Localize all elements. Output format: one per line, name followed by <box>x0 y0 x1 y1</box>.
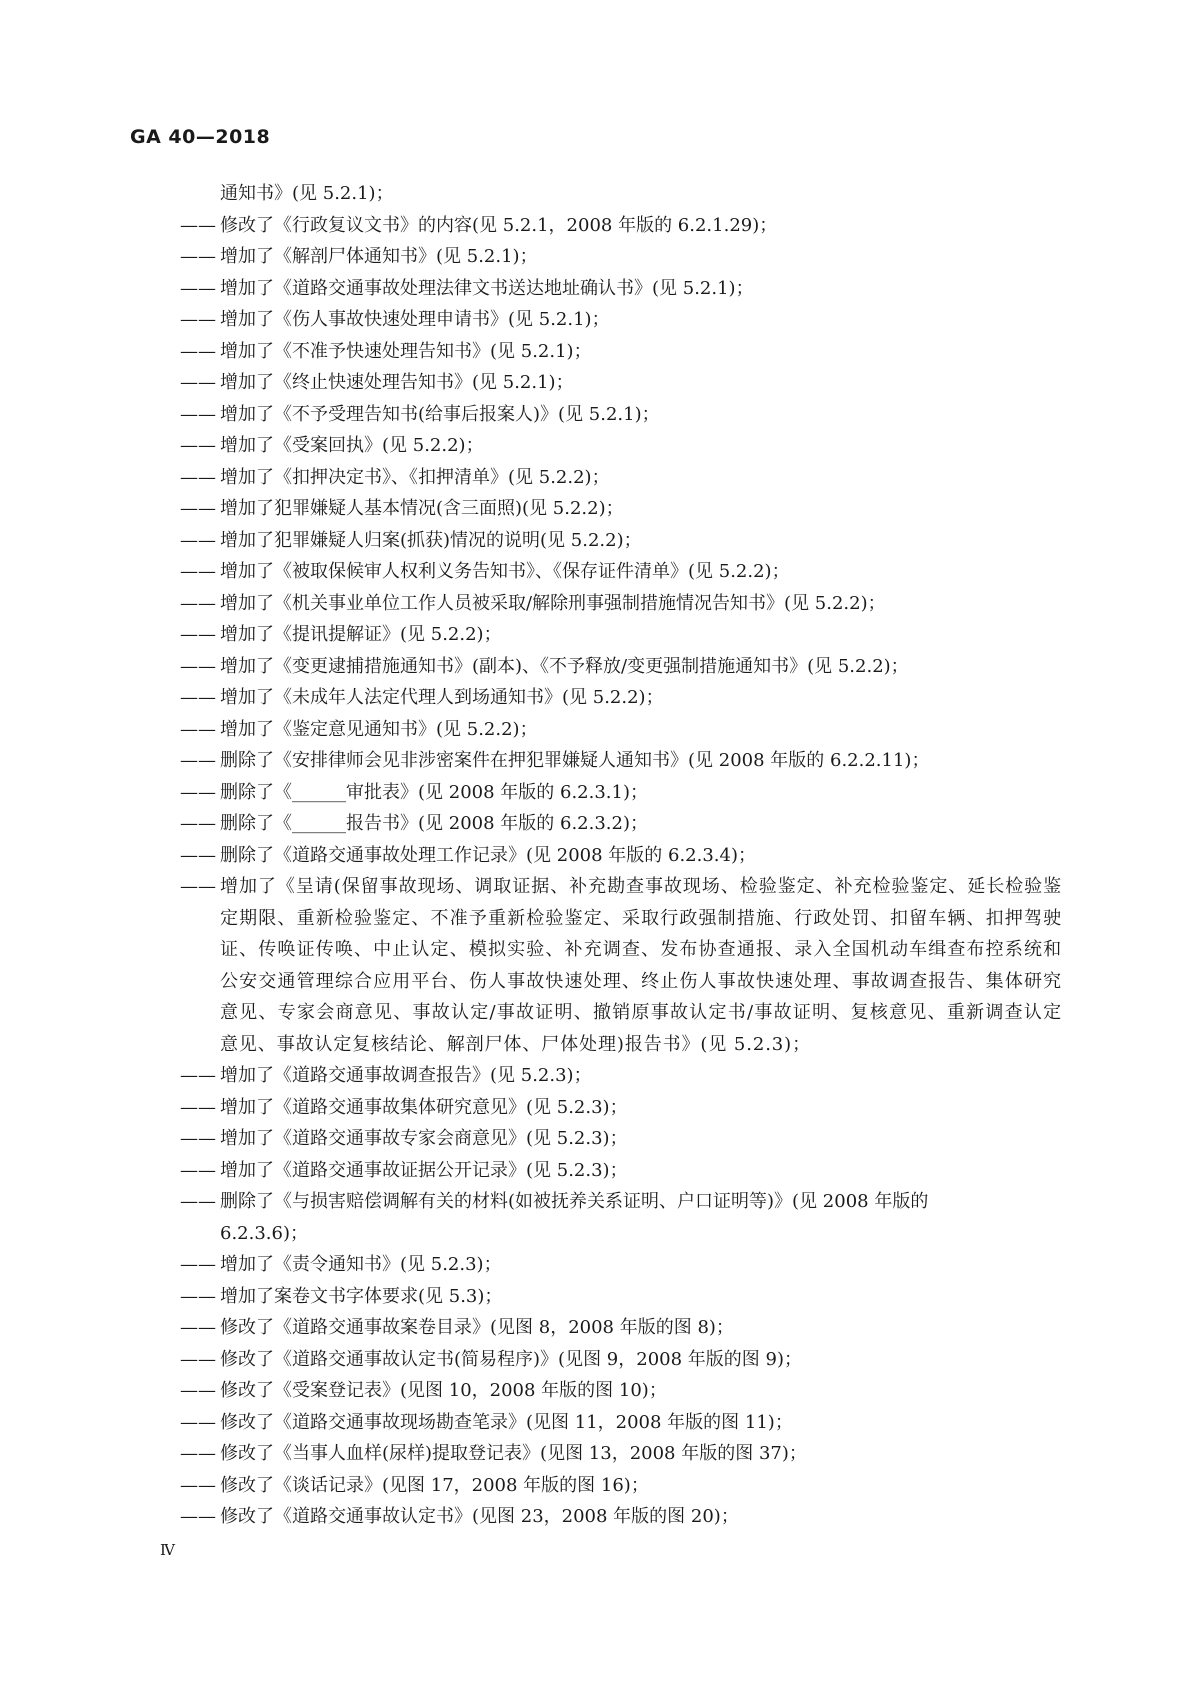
dash-marker: —— <box>180 372 216 393</box>
dash-marker: —— <box>180 687 216 708</box>
dash-marker: —— <box>180 214 216 236</box>
dash-marker: —— <box>180 844 216 866</box>
list-item-text: 修改了《道路交通事故现场勘查笔录》(见图 11，2008 年版的图 11)； <box>220 1411 793 1433</box>
list-item <box>180 619 1062 651</box>
dash-marker: —— <box>180 277 216 299</box>
list-item <box>180 210 1062 242</box>
list-item-text: 增加了《不准予快速处理告知书》(见 5.2.1)； <box>220 340 592 362</box>
list-item <box>180 493 1062 525</box>
list-item <box>180 745 1062 777</box>
list-item <box>180 1344 1062 1376</box>
list-item-text: 增加了《解剖尸体通知书》(见 5.2.1)； <box>220 246 538 267</box>
list-item-text: 增加了《道路交通事故处理法律文书送达地址确认书》(见 5.2.1)； <box>220 277 754 299</box>
dash-marker: —— <box>180 1474 216 1496</box>
list-item <box>180 556 1062 588</box>
dash-marker: —— <box>180 718 216 740</box>
list-item-text-continued: 6.2.3.6)； <box>220 1222 308 1244</box>
list-item <box>180 714 1062 746</box>
list-item-text: 删除了《______报告书》(见 2008 年版的 6.2.3.2)； <box>220 813 648 834</box>
change-items-group-a <box>180 210 1062 872</box>
list-item <box>180 1281 1062 1313</box>
list-item <box>180 1123 1062 1155</box>
list-item-text: 增加了犯罪嫌疑人基本情况(含三面照)(见 5.2.2)； <box>220 498 624 519</box>
dash-marker: —— <box>180 435 216 456</box>
list-item <box>180 430 1062 462</box>
text-line: 报告、集体研究意见、专家会商意见、事故认定/事故证明、撤销原事故认定书/事故证明、复核 <box>220 970 1062 1023</box>
change-list <box>180 178 1062 1533</box>
list-item <box>180 1312 1062 1344</box>
list-item-text: 修改了《当事人血样(尿样)提取登记表》(见图 13，2008 年版的图 37)； <box>220 1443 807 1464</box>
list-item <box>180 1407 1062 1439</box>
dash-marker: —— <box>180 498 216 519</box>
list-item <box>180 1438 1062 1470</box>
list-item-text: 增加了《道路交通事故调查报告》(见 5.2.3)； <box>220 1065 592 1086</box>
dash-marker: —— <box>180 1348 216 1370</box>
dash-marker: —— <box>180 1317 216 1338</box>
list-item-text: 删除了《______审批表》(见 2008 年版的 6.2.3.1)； <box>220 781 648 803</box>
list-item-text: 增加了《被取保候审人权利义务告知书》、《保存证件清单》(见 5.2.2)； <box>220 561 790 582</box>
list-item <box>180 304 1062 336</box>
dash-marker: —— <box>180 1159 216 1181</box>
list-item-text: 增加了《不予受理告知书(给事后报案人)》(见 5.2.1)； <box>220 403 660 425</box>
list-item <box>180 273 1062 305</box>
dash-marker: —— <box>180 1254 216 1275</box>
list-item <box>180 525 1062 557</box>
dash-marker: —— <box>180 1128 216 1149</box>
dash-marker: —— <box>180 466 216 488</box>
list-item-text: 增加了案卷文书字体要求(见 5.3)； <box>220 1285 503 1307</box>
list-item <box>180 682 1062 714</box>
list-item-text: 增加了《提讯提解证》(见 5.2.2)； <box>220 624 502 645</box>
text-line: 意见、重新调查认定意见、事故认定复核结论、解剖尸体、尸体处理)报告书》(见 5.2.3)； <box>220 1002 1062 1055</box>
list-item <box>180 808 1062 840</box>
list-item-text: 删除了《安排律师会见非涉密案件在押犯罪嫌疑人通知书》(见 2008 年版的 6.2.2.11)； <box>220 750 930 771</box>
dash-marker: —— <box>180 624 216 645</box>
page-number: Ⅳ <box>160 1541 175 1559</box>
list-item <box>180 588 1062 620</box>
list-item <box>180 1249 1062 1281</box>
list-item-text: 增加了《受案回执》(见 5.2.2)； <box>220 435 484 456</box>
dash-marker: —— <box>180 561 216 582</box>
list-item <box>180 1470 1062 1502</box>
dash-marker: —— <box>180 1096 216 1118</box>
list-item-text: 修改了《道路交通事故案卷目录》(见图 8，2008 年版的图 8)； <box>220 1317 734 1338</box>
text-line: 增加了《呈请(保留事故现场、调取证据、补充勘查事故现场、检验鉴定、补充检验鉴定、延长检 <box>220 876 1025 897</box>
list-item <box>180 462 1062 494</box>
dash-marker: —— <box>180 1411 216 1433</box>
list-item <box>180 1375 1062 1407</box>
list-item-text: 增加了《道路交通事故专家会商意见》(见 5.2.3)； <box>220 1128 628 1149</box>
dash-marker: —— <box>180 309 216 330</box>
dash-marker: —— <box>180 1065 216 1086</box>
list-item <box>180 399 1062 431</box>
list-item <box>180 1155 1062 1187</box>
dash-marker: —— <box>180 1380 216 1401</box>
text-line: 验鉴定期限、重新检验鉴定、不准予重新检验鉴定、采取行政强制措施、行政处罚、扣留车辆、扣 <box>220 876 1062 929</box>
dash-marker: —— <box>180 340 216 362</box>
dash-marker: —— <box>180 246 216 267</box>
list-item-text: 增加了《伤人事故快速处理申请书》(见 5.2.1)； <box>220 309 610 330</box>
list-item-text: 修改了《受案登记表》(见图 10，2008 年版的图 10)； <box>220 1380 667 1401</box>
dash-marker: —— <box>180 781 216 803</box>
list-item <box>180 777 1062 809</box>
list-item <box>180 336 1062 368</box>
list-item-text: 增加了《责令通知书》(见 5.2.3)； <box>220 1254 502 1275</box>
list-item-wrapped <box>180 1186 1062 1249</box>
text-line: 押驾驶证、传唤证传唤、中止认定、模拟实验、补充调查、发布协查通报、录入全国机动车缉查布 <box>220 907 1062 960</box>
list-item <box>180 1092 1062 1124</box>
dash-marker: —— <box>180 1443 216 1464</box>
dash-marker: —— <box>180 1191 216 1212</box>
list-item <box>180 1501 1062 1533</box>
standard-code-header: GA 40—2018 <box>130 126 271 148</box>
dash-marker: —— <box>180 1506 216 1527</box>
list-item-long-report <box>180 871 1062 1060</box>
list-item-text: 修改了《行政复议文书》的内容(见 5.2.1，2008 年版的 6.2.1.29)； <box>220 214 778 236</box>
list-item-text: 增加了犯罪嫌疑人归案(抓获)情况的说明(见 5.2.2)； <box>220 529 642 551</box>
dash-marker: —— <box>180 750 216 771</box>
list-item-text: 增加了《机关事业单位工作人员被采取/解除刑事强制措施情况告知书》(见 5.2.2)； <box>220 592 886 614</box>
dash-marker: —— <box>180 403 216 425</box>
list-item <box>180 241 1062 273</box>
dash-marker: —— <box>180 592 216 614</box>
list-item-text: 增加了《未成年人法定代理人到场通知书》(见 5.2.2)； <box>220 687 664 708</box>
dash-marker: —— <box>180 876 216 897</box>
list-item-text <box>220 871 1062 1060</box>
list-item-text: 增加了《道路交通事故证据公开记录》(见 5.2.3)； <box>220 1159 628 1181</box>
list-item-text: 删除了《道路交通事故处理工作记录》(见 2008 年版的 6.2.3.4)； <box>220 844 756 866</box>
list-item <box>180 840 1062 872</box>
continuation-line: 通知书》(见 5.2.1)； <box>220 183 394 204</box>
list-item-text: 增加了《鉴定意见通知书》(见 5.2.2)； <box>220 718 538 740</box>
change-items-group-b <box>180 1060 1062 1186</box>
dash-marker: —— <box>180 655 216 677</box>
list-item-text: 增加了《变更逮捕措施通知书》(副本)、《不予释放/变更强制措施通知书》(见 5.2.2)； <box>220 655 909 677</box>
list-item-text: 修改了《道路交通事故认定书(简易程序)》(见图 9，2008 年版的图 9)； <box>220 1348 802 1370</box>
list-item <box>180 1060 1062 1092</box>
list-item-text: 删除了《与损害赔偿调解有关的材料(如被抚养关系证明、户口证明等)》(见 2008 年版的 <box>220 1191 929 1212</box>
list-item-text: 修改了《谈话记录》(见图 17，2008 年版的图 16)； <box>220 1474 649 1496</box>
dash-marker: —— <box>180 1285 216 1307</box>
change-items-group-c <box>180 1249 1062 1533</box>
list-item <box>180 651 1062 683</box>
text-line: 控系统和公安交通管理综合应用平台、伤人事故快速处理、终止伤人事故快速处理、事故调查 <box>220 939 1062 992</box>
list-item-text: 增加了《道路交通事故集体研究意见》(见 5.2.3)； <box>220 1096 628 1118</box>
list-item-text: 增加了《扣押决定书》、《扣押清单》(见 5.2.2)； <box>220 466 610 488</box>
list-item-text: 增加了《终止快速处理告知书》(见 5.2.1)； <box>220 372 574 393</box>
list-item <box>180 367 1062 399</box>
dash-marker: —— <box>180 529 216 551</box>
dash-marker: —— <box>180 813 216 834</box>
list-item-text: 修改了《道路交通事故认定书》(见图 23，2008 年版的图 20)； <box>220 1506 739 1527</box>
